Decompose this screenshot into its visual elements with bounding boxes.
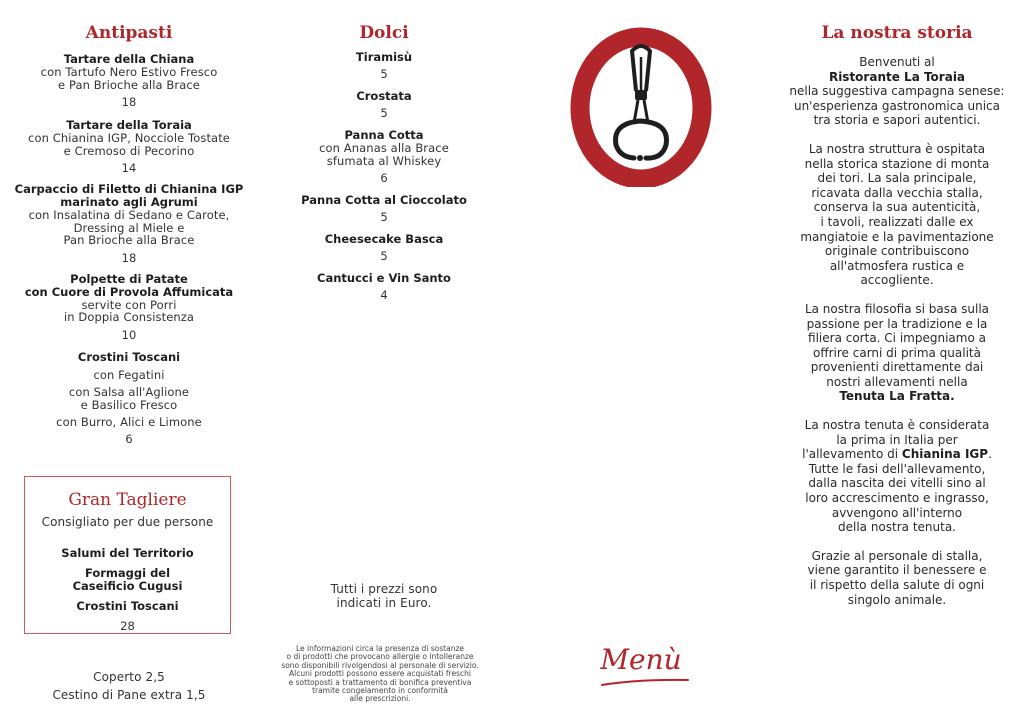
item-desc: sfumata al Whiskey	[326, 153, 442, 168]
gran-tagliere-heading: Gran Tagliere	[68, 490, 187, 510]
item-price: 6	[125, 431, 133, 446]
item-price: 5	[380, 210, 388, 224]
storia-line: loro accrescimento e ingrasso,	[805, 491, 989, 506]
storia-line: accogliente.	[860, 273, 934, 288]
storia-line: nostri allevamenti nella	[826, 374, 968, 389]
item-name-2: marinato agli Agrumi	[60, 195, 198, 209]
item-desc: in Doppia Consistenza	[63, 310, 195, 324]
crostini-item	[14, 351, 244, 446]
allergen-line: sono disponibili rivolgendosi al personale di servizio.	[281, 660, 479, 670]
coperto-text: Coperto 2,5	[93, 670, 165, 684]
menu-item	[14, 119, 244, 175]
crostini-option: con Fegatini	[93, 367, 165, 382]
gran-tagliere-box	[24, 476, 231, 634]
item-desc: e Pan Brioche alla Brace	[58, 77, 200, 92]
dolci-heading: Dolci	[359, 23, 409, 43]
chianina-igp: Chianina IGP	[901, 447, 989, 462]
item-name: Carpaccio di Filetto di Chianina IGP	[14, 182, 244, 196]
storia-line: La nostra struttura è ospitata	[808, 141, 986, 156]
allergen-line: o di prodotti che provocano allergie o intolleranze	[286, 652, 474, 662]
tagliere-item: Crostini Toscani	[76, 598, 179, 613]
storia-heading: La nostra storia	[821, 23, 973, 43]
storia-line: viene garantito il benessere e	[807, 563, 987, 578]
item-desc: e Cremoso di Pecorino	[63, 143, 195, 158]
item-name: Polpette di Patate	[70, 271, 188, 286]
item-price: 18	[121, 95, 137, 109]
storia-text: .	[988, 447, 992, 462]
crostini-option: con Salsa all'Aglione	[68, 385, 190, 399]
item-name: Cantucci e Vin Santo	[317, 271, 451, 285]
storia-line: all'atmosfera rustica e	[829, 258, 965, 273]
storia-line: nella suggestiva campagna senese:	[789, 84, 1005, 99]
item-name-2: con Cuore di Provola Affumicata	[24, 284, 234, 299]
item-desc: con Tartufo Nero Estivo Fresco	[40, 65, 218, 79]
item-desc: servite con Porri	[81, 297, 177, 312]
item-name: Tartare della Chiana	[63, 52, 195, 66]
storia-line: Tutte le fasi dell'allevamento,	[808, 461, 986, 476]
item-name: Cheesecake Basca	[324, 232, 444, 246]
menu-item	[284, 51, 484, 81]
storia-line: Grazie al personale di stalla,	[811, 548, 983, 563]
storia-line: il rispetto della salute di ogni	[809, 578, 985, 592]
crostini-option: e Basilico Fresco	[80, 397, 178, 412]
item-name: Crostata	[356, 89, 412, 103]
storia-line	[772, 389, 1022, 404]
allergen-line: alle prescrizioni.	[349, 694, 411, 704]
storia-line: Benvenuti al	[859, 55, 935, 69]
item-price: 4	[380, 288, 388, 302]
storia-line	[772, 70, 1022, 85]
storia-line: i tavoli, realizzati dalle ex	[820, 214, 974, 229]
item-desc: Pan Brioche alla Brace	[63, 233, 195, 247]
item-price: 6	[380, 171, 388, 185]
restaurant-name: Ristorante La Toraia	[828, 69, 966, 84]
storia-line: La nostra tenuta è considerata	[804, 418, 990, 433]
item-price: 14	[121, 161, 137, 175]
storia-line: la prima in Italia per	[836, 432, 958, 447]
storia-line: La nostra filosofia si basa sulla	[804, 301, 990, 316]
item-price: 18	[121, 250, 137, 265]
menu-title: Menù	[600, 643, 682, 676]
tagliere-item: Caseificio Cugusi	[72, 578, 183, 593]
menu-item	[284, 129, 484, 185]
item-name: Crostini Toscani	[77, 349, 181, 364]
prices-note-line: indicati in Euro.	[336, 596, 432, 610]
menu-item	[284, 233, 484, 263]
storia-line: un'esperienza gastronomica unica	[793, 98, 1001, 113]
tagliere-item: Salumi del Territorio	[61, 545, 194, 560]
allergen-line: e sottoposti a trattamento di bonifica preventiva	[288, 677, 472, 687]
gran-tagliere-subtitle: Consigliato per due persone	[41, 515, 214, 529]
storia-paragraph-3	[772, 302, 1022, 404]
storia-paragraph-1	[772, 55, 1022, 128]
storia-paragraph-5	[772, 549, 1022, 607]
storia-line: della nostra tenuta.	[837, 520, 956, 535]
item-name: Tiramisù	[355, 50, 413, 64]
prices-note-line: Tutti i prezzi sono	[330, 582, 438, 596]
storia-line: dalla nascita dei vitelli sino al	[808, 476, 986, 491]
item-name: Panna Cotta al Cioccolato	[301, 193, 467, 207]
allergen-note	[270, 645, 490, 704]
storia-line: dei tori. La sala principale,	[817, 171, 977, 186]
menu-underline	[600, 676, 690, 688]
storia-line: ricavata dalla vecchia stalla,	[811, 185, 983, 200]
storia-paragraph-2	[772, 142, 1022, 288]
ring-bull-nose-icon	[566, 27, 716, 187]
cestino-text: Cestino di Pane extra 1,5	[52, 688, 206, 702]
storia-line: conserva la sua autenticità,	[813, 200, 981, 215]
item-name: Panna Cotta	[344, 128, 424, 142]
menu-item	[284, 90, 484, 120]
dolci-column	[284, 22, 484, 302]
storia-line	[772, 447, 1022, 462]
antipasti-heading: Antipasti	[85, 23, 173, 43]
item-name: Tartare della Toraia	[66, 118, 192, 132]
item-desc: con Insalatina di Sedano e Carote,	[28, 208, 230, 222]
storia-line: nella storica stazione di monta	[804, 156, 990, 171]
storia-line: tra storia e sapori autentici.	[813, 113, 981, 128]
antipasti-column	[14, 22, 244, 446]
storia-text: l'allevamento di	[802, 447, 902, 462]
storia-line: singolo animale.	[847, 592, 947, 607]
menu-item	[14, 273, 244, 342]
prices-note	[284, 582, 484, 610]
item-price: 5	[380, 249, 388, 263]
storia-line: offrire carni di prima qualità	[813, 345, 981, 360]
storia-column	[772, 22, 1022, 607]
storia-line: passione per la tradizione e la	[806, 316, 988, 331]
storia-line: filiera corta. Ci impegniamo a	[808, 331, 986, 346]
allergen-line: tramite congelamento in conformità	[312, 686, 448, 696]
tagliere-price: 28	[120, 618, 135, 633]
item-price: 10	[121, 327, 137, 342]
item-desc: con Chianina IGP, Nocciole Tostate	[28, 131, 230, 145]
menu-item	[14, 183, 244, 265]
storia-line: avvengono all'interno	[831, 505, 963, 520]
tagliere-item: Formaggi del	[84, 565, 171, 580]
storia-line: originale contribuiscono	[824, 244, 970, 259]
item-price: 5	[380, 106, 388, 120]
crostini-option: con Burro, Alici e Limone	[56, 415, 202, 429]
storia-paragraph-4	[772, 418, 1022, 535]
storia-line: mangiatoie e la pavimentazione	[800, 229, 994, 244]
allergen-line: Le informazioni circa la presenza di sostanze	[295, 644, 465, 653]
tenuta-name: Tenuta La Fratta.	[839, 389, 955, 404]
item-desc: con Ananas alla Brace	[319, 141, 449, 155]
menu-item	[284, 272, 484, 302]
menu-item	[284, 194, 484, 224]
coperto-block	[14, 669, 244, 703]
allergen-line: Alcuni prodotti possono essere acquistati freschi	[289, 669, 471, 679]
storia-line: provenienti direttamente dai	[810, 360, 984, 375]
item-price: 5	[380, 67, 388, 81]
item-desc: Dressing al Miele e	[73, 220, 185, 235]
menu-item	[14, 53, 244, 109]
